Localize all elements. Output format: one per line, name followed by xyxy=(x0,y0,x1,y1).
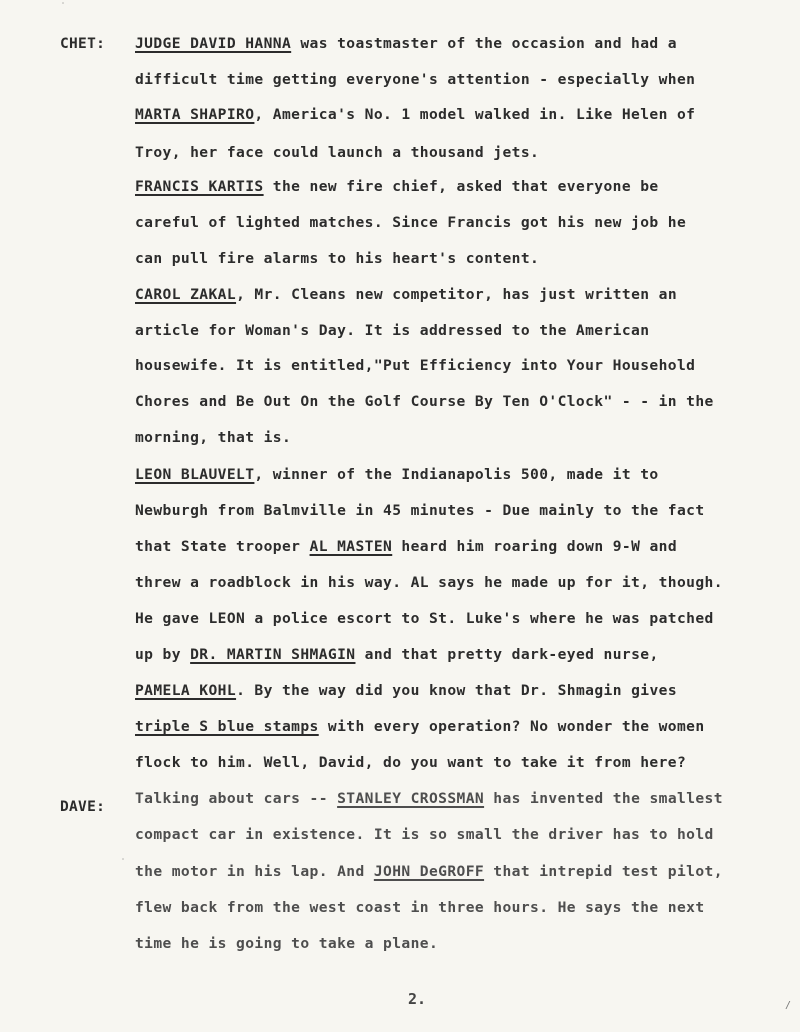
script-line: triple S blue stamps with every operation? No wonder the women xyxy=(135,718,705,735)
script-line: MARTA SHAPIRO, America's No. 1 model walked in. Like Helen of xyxy=(135,106,696,123)
name-leon-blauvelt: LEON BLAUVELT xyxy=(135,466,255,483)
script-line: Newburgh from Balmville in 45 minutes - Due mainly to the fact xyxy=(135,502,705,519)
script-line: Troy, her face could launch a thousand jets. xyxy=(135,144,540,161)
script-line: Chores and Be Out On the Golf Course By Ten O'Clock" - - in the xyxy=(135,393,714,410)
script-line: article for Woman's Day. It is addressed to the American xyxy=(135,322,650,339)
name-dr-martin-shmagin: DR. MARTIN SHMAGIN xyxy=(190,646,356,663)
script-line: that State trooper AL MASTEN heard him roaring down 9-W and xyxy=(135,538,678,555)
speaker-chet: CHET: xyxy=(60,36,106,52)
name-judge-david-hanna: JUDGE DAVID HANNA xyxy=(135,35,292,52)
name-stanley-crossman: STANLEY CROSSMAN xyxy=(337,790,485,807)
script-line: flock to him. Well, David, do you want to take it from here? xyxy=(135,754,687,771)
scan-mark: ˙ xyxy=(60,2,67,13)
name-john-degroff: JOHN DeGROFF xyxy=(373,863,485,880)
phrase-triple-s-blue-stamps: triple S blue stamps xyxy=(135,718,319,735)
script-line: time he is going to take a plane. xyxy=(135,935,439,952)
script-line: compact car in existence. It is so small the driver has to hold xyxy=(135,826,714,843)
speaker-dave: DAVE: xyxy=(60,799,106,815)
script-line: careful of lighted matches. Since Francis got his new job he xyxy=(135,214,687,231)
scan-mark: ˙ xyxy=(120,858,127,869)
script-line: threw a roadblock in his way. AL says he made up for it, though. xyxy=(135,574,723,591)
script-line: CAROL ZAKAL, Mr. Cleans new competitor, has just written an xyxy=(135,286,677,303)
script-line: LEON BLAUVELT, winner of the Indianapolis 500, made it to xyxy=(135,466,659,483)
name-marta-shapiro: MARTA SHAPIRO xyxy=(135,106,255,123)
name-carol-zakal: CAROL ZAKAL xyxy=(135,286,237,303)
script-line: morning, that is. xyxy=(135,429,292,446)
name-pamela-kohl: PAMELA KOHL xyxy=(135,682,237,699)
name-al-masten: AL MASTEN xyxy=(309,538,393,555)
script-line: FRANCIS KARTIS the new fire chief, asked that everyone be xyxy=(135,178,659,195)
script-line: Talking about cars -- STANLEY CROSSMAN has invented the smallest xyxy=(135,790,723,807)
script-line: PAMELA KOHL. By the way did you know that Dr. Shmagin gives xyxy=(135,682,677,699)
page-number: 2. xyxy=(408,990,427,1008)
script-line: up by DR. MARTIN SHMAGIN and that pretty dark-eyed nurse, xyxy=(135,646,659,663)
name-francis-kartis: FRANCIS KARTIS xyxy=(135,178,264,195)
script-line: JUDGE DAVID HANNA was toastmaster of the occasion and had a xyxy=(135,35,677,52)
scan-mark: / xyxy=(785,1000,792,1011)
script-line: He gave LEON a police escort to St. Luke's where he was patched xyxy=(135,610,714,627)
script-line: can pull fire alarms to his heart's content. xyxy=(135,250,540,267)
script-line: flew back from the west coast in three hours. He says the next xyxy=(135,899,705,916)
script-line: difficult time getting everyone's attention - especially when xyxy=(135,71,696,88)
script-line: the motor in his lap. And JOHN DeGROFF that intrepid test pilot, xyxy=(135,863,723,880)
script-line: housewife. It is entitled,"Put Efficiency into Your Household xyxy=(135,357,696,374)
